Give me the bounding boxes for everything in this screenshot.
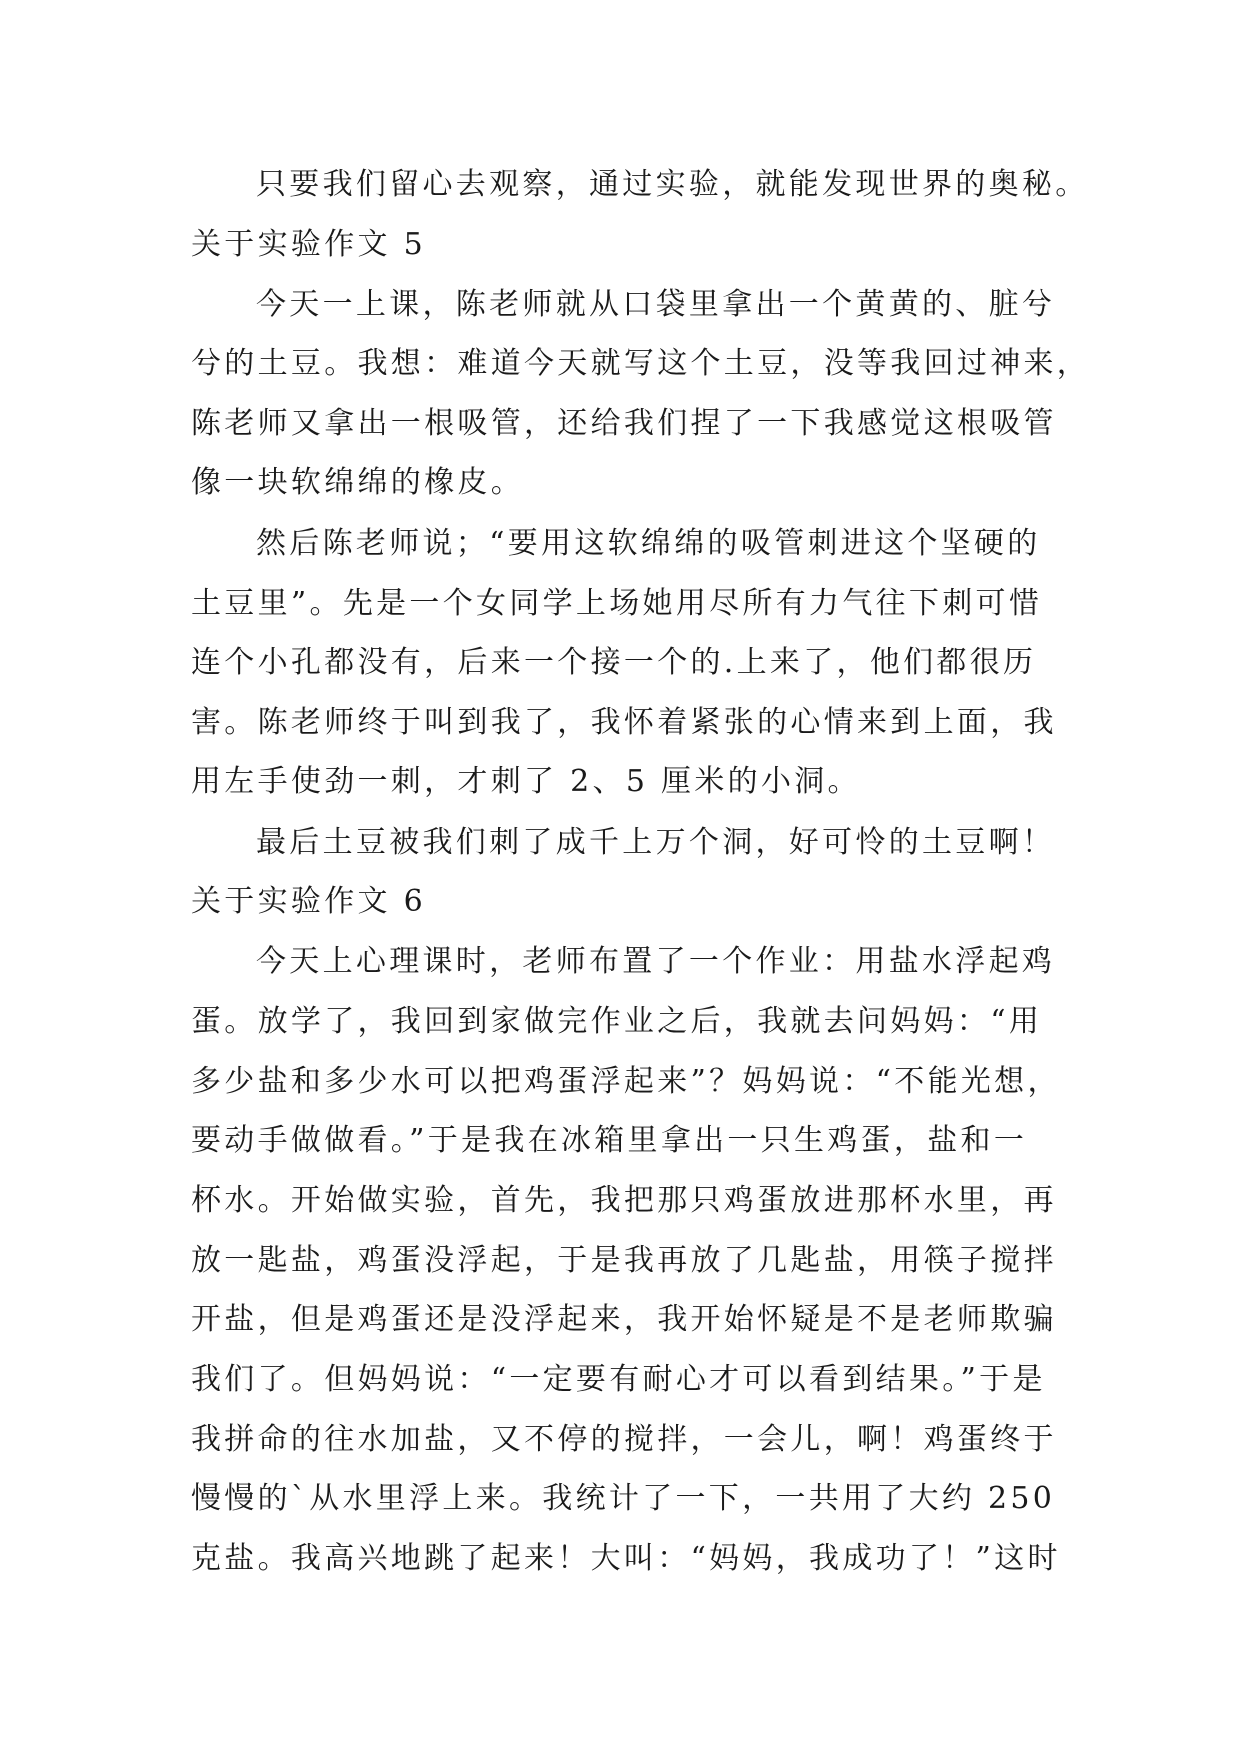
paragraph-line: 放一匙盐，鸡蛋没浮起，于是我再放了几匙盐，用筷子搅拌 [191, 1243, 1057, 1278]
paragraph-line: 最后土豆被我们刺了成千上万个洞，好可怜的土豆啊！ [256, 825, 1056, 860]
section-heading: 关于实验作文 6 [191, 884, 427, 919]
paragraph-line: 用左手使劲一刺，才刺了 2、5 厘米的小洞。 [191, 764, 861, 799]
paragraph-line: 连个小孔都没有，后来一个接一个的.上来了，他们都很历 [191, 645, 1037, 680]
paragraph-line: 慢慢的`从水里浮上来。我统计了一下，一共用了大约 250 [191, 1481, 1056, 1516]
paragraph-line: 今天上心理课时，老师布置了一个作业：用盐水浮起鸡 [256, 944, 1056, 979]
paragraph-line: 然后陈老师说；“要用这软绵绵的吸管刺进这个坚硬的 [256, 526, 1041, 561]
section-heading: 关于实验作文 5 [191, 227, 427, 262]
paragraph-line: 杯水。开始做实验，首先，我把那只鸡蛋放进那杯水里，再 [191, 1183, 1057, 1218]
paragraph-line: 陈老师又拿出一根吸管，还给我们捏了一下我感觉这根吸管 [191, 406, 1057, 441]
paragraph-line: 像一块软绵绵的橡皮。 [191, 465, 524, 500]
paragraph-line: 害。陈老师终于叫到我了，我怀着紧张的心情来到上面，我 [191, 705, 1057, 740]
paragraph-line: 我拼命的往水加盐，又不停的搅拌，一会儿，啊！鸡蛋终于 [191, 1422, 1057, 1457]
paragraph-line: 今天一上课，陈老师就从口袋里拿出一个黄黄的、脏兮 [256, 287, 1056, 322]
paragraph-line: 我们了。但妈妈说：“一定要有耐心才可以看到结果。”于是 [191, 1362, 1046, 1397]
paragraph-line: 只要我们留心去观察，通过实验，就能发现世界的奥秘。 [256, 167, 1089, 202]
paragraph-line: 要动手做做看。”于是我在冰箱里拿出一只生鸡蛋，盐和一 [191, 1123, 1028, 1158]
paragraph-line: 土豆里”。先是一个女同学上场她用尽所有力气往下刺可惜 [191, 586, 1043, 621]
paragraph-line: 兮的土豆。我想：难道今天就写这个土豆，没等我回过神来， [191, 346, 1091, 381]
paragraph-line: 开盐，但是鸡蛋还是没浮起来，我开始怀疑是不是老师欺骗 [191, 1302, 1057, 1337]
paragraph-line: 克盐。我高兴地跳了起来！大叫：“妈妈，我成功了！”这时 [191, 1541, 1061, 1576]
paragraph-line: 多少盐和多少水可以把鸡蛋浮起来”？妈妈说：“不能光想， [191, 1064, 1061, 1099]
paragraph-line: 蛋。放学了，我回到家做完作业之后，我就去问妈妈：“用 [191, 1004, 1043, 1039]
